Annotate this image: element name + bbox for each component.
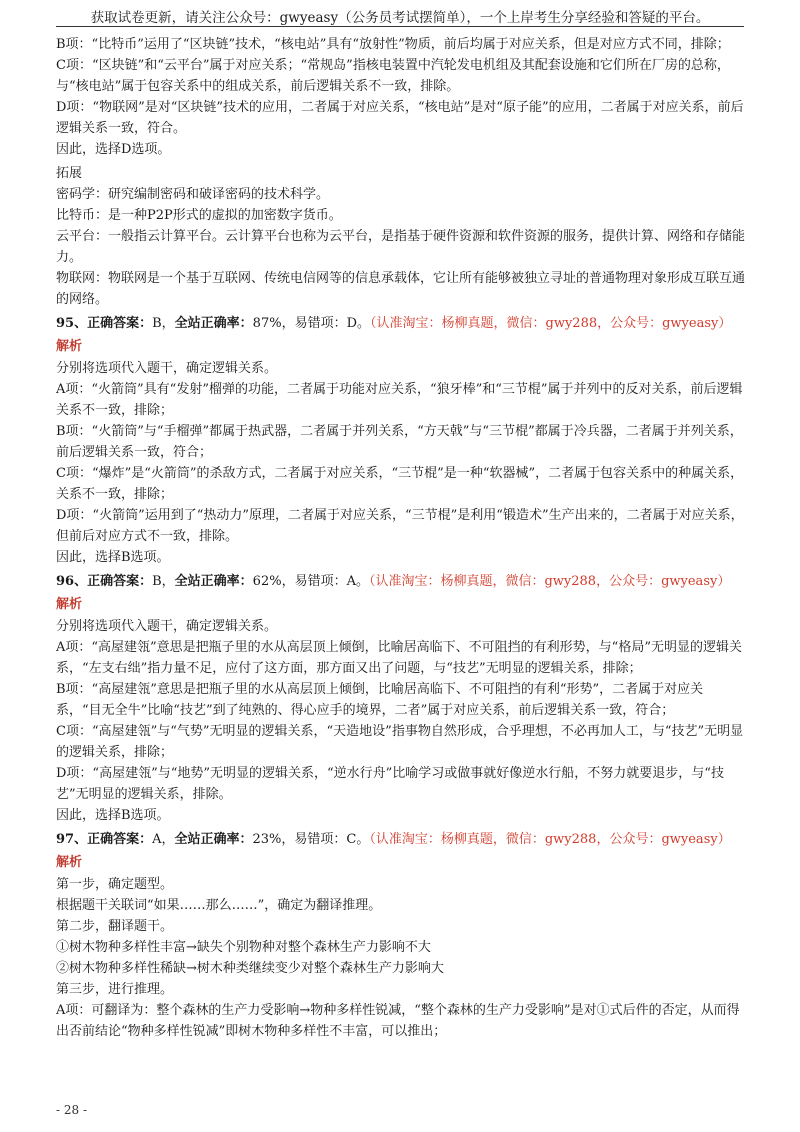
analysis-heading: 解析 xyxy=(56,855,83,870)
paragraph: 因此，选择B选项。 xyxy=(56,550,170,565)
expand-item: 物联网：物联网是一个基于互联网、传统电信网等的信息承载体，它让所有能够被独立寻址的普通物理对象形成互联互通的网络。 xyxy=(56,271,746,307)
paragraph: A项：“高屋建瓴”意思是把瓶子里的水从高层顶上倾倒，比喻居高临下、不可阻挡的有利形势，与“格局”无明显的逻辑关系，“左支右绌”指力量不足，应付了这方面，那方面又出了问题，与“技艺”无明显的逻辑关系，排除； xyxy=(56,640,742,676)
rate-label: 全站正确率： xyxy=(174,574,253,589)
paragraph: C项：“爆炸”是“火箭筒”的杀敌方式，二者属于对应关系，“三节棍”是一种“软器械”，二者属于包容关系中的种属关系，关系不一致，排除； xyxy=(56,466,744,502)
expand-item: 比特币：是一种P2P形式的虚拟的加密数字货币。 xyxy=(56,208,342,223)
paragraph: D项：“高屋建瓴”与“地势”无明显的逻辑关系，“逆水行舟”比喻学习或做事就好像逆水行船，不努力就要退步，与“技艺”无明显的逻辑关系，排除。 xyxy=(56,766,724,802)
page-number: - 28 - xyxy=(56,1103,88,1117)
promo-text: （认准淘宝：杨柳真题，微信：gwy288，公众号：gwyeasy） xyxy=(369,832,731,847)
paragraph: 分别将选项代入题干，确定逻辑关系。 xyxy=(56,619,278,634)
promo-text: （认准淘宝：杨柳真题，微信：gwy288，公众号：gwyeasy） xyxy=(368,574,731,589)
expand-item: 云平台：一般指云计算平台。云计算平台也称为云平台，是指基于硬件资源和软件资源的服务，提供计算、网络和存储能力。 xyxy=(56,229,746,265)
paragraph: ①树木物种多样性丰富→缺失个别物种对整个森林生产力影响不大 xyxy=(56,940,431,955)
paragraph: D项：“物联网”是对“区块链”技术的应用，二者属于对应关系，“核电站”是对“原子能”的应用，二者属于对应关系，前后逻辑关系一致，符合。 xyxy=(56,100,744,136)
header-divider xyxy=(56,26,744,27)
paragraph: A项：可翻译为：整个森林的生产力受影响→物种多样性锐减，“整个森林的生产力受影响”是对①式后件的否定，从而得出否前结论“物种多样性锐减”即树木物种多样性不丰富，可以推出； xyxy=(56,1003,740,1039)
answer-label: 95、正确答案： xyxy=(56,316,153,331)
document-body xyxy=(56,34,746,1042)
paragraph: 因此，选择B选项。 xyxy=(56,808,170,823)
answer-line-97 xyxy=(56,829,746,850)
paragraph: D项：“火箭筒”运用到了“热动力”原理，二者属于对应关系，“三节棍”是利用“锻造术”生产出来的，二者属于对应关系，但前后对应方式不一致，排除。 xyxy=(56,508,744,544)
paragraph: C项：“区块链”和“云平台”属于对应关系；“常规岛”指核电装置中汽轮发电机组及其配套设施和它们所在厂房的总称，与“核电站”属于包容关系中的组成关系，前后逻辑关系不一致，排除。 xyxy=(56,58,730,94)
paragraph: 第二步，翻译题干。 xyxy=(56,919,174,934)
paragraph: ②树木物种多样性稀缺→树木种类继续变少对整个森林生产力影响大 xyxy=(56,961,444,976)
paragraph: B项：“比特币”运用了“区块链”技术，“核电站”具有“放射性”物质，前后均属于对应关系，但是对应方式不同，排除； xyxy=(56,37,730,52)
rate-value: 62%，易错项：A。 xyxy=(252,574,369,589)
rate-value: 23%，易错项：C。 xyxy=(252,832,370,847)
paragraph: 根据题干关联词“如果……那么……”，确定为翻译推理。 xyxy=(56,898,382,913)
answer-line-96 xyxy=(56,571,746,592)
answer-line-95 xyxy=(56,313,746,334)
paragraph: 第一步，确定题型。 xyxy=(56,877,174,892)
paragraph: 因此，选择D选项。 xyxy=(56,142,171,157)
expand-title: 拓展 xyxy=(56,166,83,181)
answer-value: A， xyxy=(152,832,175,847)
analysis-heading: 解析 xyxy=(56,597,83,612)
paragraph: 分别将选项代入题干，确定逻辑关系。 xyxy=(56,361,278,376)
answer-label: 97、正确答案： xyxy=(56,832,153,847)
paragraph: B项：“高屋建瓴”意思是把瓶子里的水从高层顶上倾倒，比喻居高临下、不可阻挡的有利“形势”，二者属于对应关系，“目无全牛”比喻“技艺”到了纯熟的、得心应手的境界，二者”属于对应关系，前后逻辑关系一致，符合； xyxy=(56,682,704,718)
paragraph: 第三步，进行推理。 xyxy=(56,982,174,997)
paragraph: B项：“火箭筒”与“手榴弹”都属于热武器，二者属于并列关系，“方天戟”与“三节棍”都属于冷兵器，二者属于并列关系，前后逻辑关系一致，符合； xyxy=(56,424,743,460)
analysis-heading: 解析 xyxy=(56,339,83,354)
answer-label: 96、正确答案： xyxy=(56,574,153,589)
expand-item: 密码学：研究编制密码和破译密码的技术科学。 xyxy=(56,187,330,202)
answer-value: B， xyxy=(152,316,175,331)
answer-value: B， xyxy=(152,574,175,589)
rate-value: 87%，易错项：D。 xyxy=(252,316,370,331)
rate-label: 全站正确率： xyxy=(174,316,253,331)
paragraph: C项：“高屋建瓴”与“气势”无明显的逻辑关系，“天造地设”指事物自然形成，合乎理想，不必再加人工，与“技艺”无明显的逻辑关系，排除； xyxy=(56,724,744,760)
paragraph: A项：“火箭筒”具有“发射”榴弹的功能，二者属于功能对应关系，“狼牙棒”和“三节棍”属于并列中的反对关系，前后逻辑关系不一致，排除； xyxy=(56,382,743,418)
promo-text: （认准淘宝：杨柳真题，微信：gwy288，公众号：gwyeasy） xyxy=(370,316,732,331)
page-header: 获取试卷更新，请关注公众号：gwyeasy（公务员考试摆简单），一个上岸考生分享经验和答疑的平台。 xyxy=(90,10,710,26)
rate-label: 全站正确率： xyxy=(174,832,253,847)
